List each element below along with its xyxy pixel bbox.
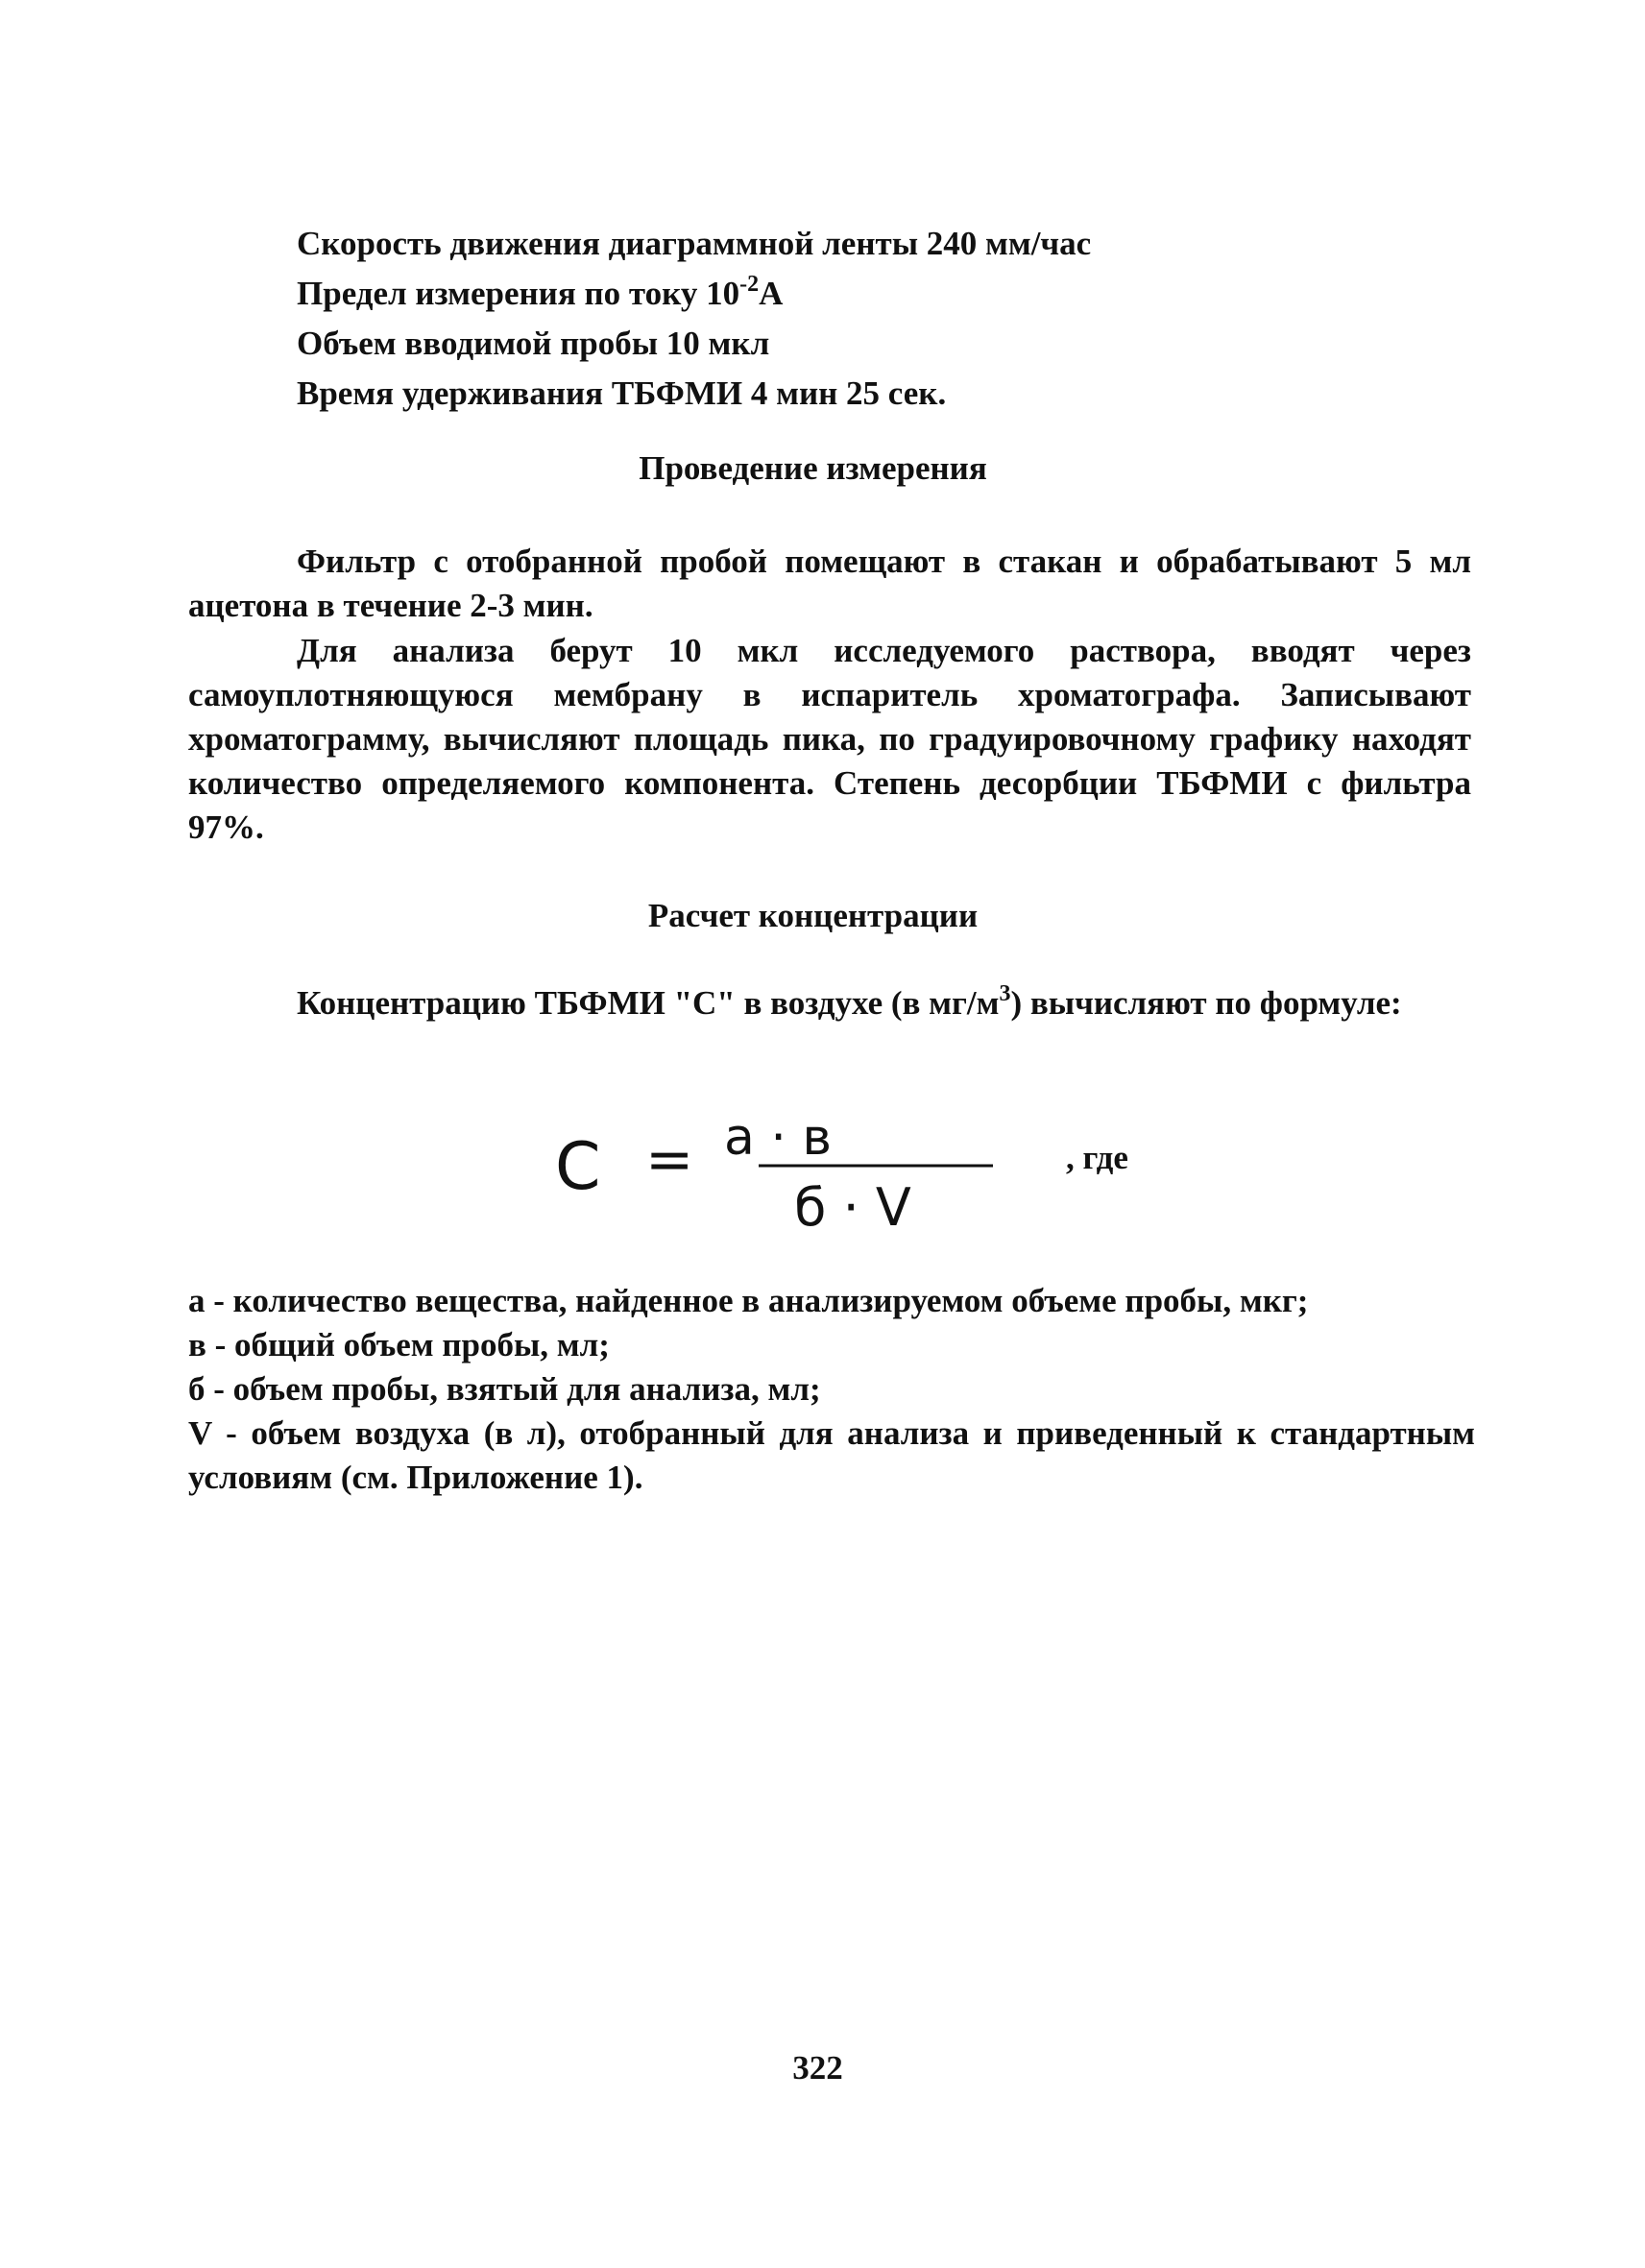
paragraph-concentration-intro	[188, 981, 1471, 1025]
variable-definitions	[188, 1279, 1475, 1500]
paragraph-analysis-procedure: Для анализа берут 10 мкл исследуемого раствора, вводят через самоуплотняющуюся мембрану в испаритель хроматографа. Записывают хроматограмму, вычисляют площадь пика, по градуировочному графику находят количество определяемого компонента. Степень десорбции ТБФМИ с фильтра 97%.	[188, 632, 1471, 846]
formula-equals: =	[645, 1126, 694, 1194]
paragraph-filter-treatment: Фильтр с отобранной пробой помещают в стакан и обрабатывают 5 мл ацетона в течение 2-3 мин.	[188, 543, 1471, 624]
concentration-formula	[547, 1104, 1220, 1258]
section-heading-measurement: Проведение измерения	[639, 449, 987, 487]
concentration-intro-suffix: ) вычисляют по формуле:	[1010, 984, 1402, 1022]
formula-denominator: б · V	[794, 1177, 911, 1238]
param-sample-volume: Объем вводимой пробы 10 мкл	[297, 325, 770, 362]
param-current-limit	[297, 269, 1091, 319]
concentration-unit-exponent: 3	[999, 981, 1011, 1006]
measurement-parameters	[297, 219, 1091, 419]
concentration-intro-prefix: Концентрацию ТБФМИ "С" в воздухе (в мг/м	[297, 984, 1000, 1022]
formula-where-label: , где	[1066, 1139, 1128, 1176]
formula-lhs: C	[555, 1129, 601, 1205]
definition-a: а - количество вещества, найденное в анализируемом объеме пробы, мкг;	[188, 1282, 1309, 1319]
definition-air-volume: V - объем воздуха (в л), отобранный для анализа и приведенный к стандартным условиям (см. Приложение 1).	[188, 1414, 1475, 1496]
param-current-limit-prefix: Предел измерения по току 10	[297, 275, 740, 312]
formula-numerator: a · в	[723, 1109, 833, 1167]
page-number: 322	[792, 2049, 843, 2087]
definition-b: б - объем пробы, взятый для анализа, мл;	[188, 1370, 821, 1408]
param-chart-speed: Скорость движения диаграммной ленты 240 мм/час	[297, 225, 1092, 262]
param-retention-time: Время удерживания ТБФМИ 4 мин 25 сек.	[297, 374, 947, 412]
formula-drawing	[547, 1104, 1220, 1258]
definition-v-lower: в - общий объем пробы, мл;	[188, 1326, 610, 1363]
param-current-unit: А	[759, 275, 784, 312]
section-heading-calculation: Расчет концентрации	[647, 897, 979, 934]
param-current-exponent: -2	[739, 272, 760, 297]
